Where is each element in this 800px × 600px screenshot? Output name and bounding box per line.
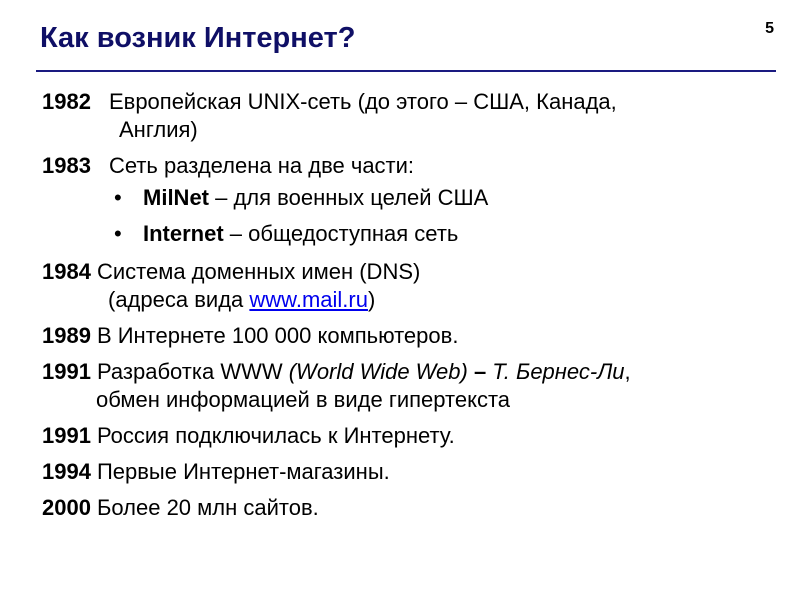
link-suffix-text: )	[367, 287, 376, 312]
bullet-marker: •	[114, 185, 122, 210]
list-item-internet	[114, 220, 782, 248]
timeline-entry-1982	[42, 88, 782, 144]
entry-text: Европейская UNIX-сеть (до этого – США, Канада,	[108, 89, 617, 114]
entry-year: 1994	[42, 459, 91, 484]
entry-year: 1983	[42, 153, 91, 178]
entry-text: Более 20 млн сайтов.	[96, 495, 319, 520]
entry-year: 1984	[42, 259, 91, 284]
entry-text: Первые Интернет-магазины.	[96, 459, 390, 484]
entry-year: 1989	[42, 323, 91, 348]
timeline-entry-1984	[42, 258, 782, 314]
timeline-entry-1991-russia	[42, 422, 782, 450]
mail-ru-link[interactable]: www.mail.ru	[249, 287, 368, 312]
entry-comma: ,	[624, 359, 631, 384]
entry-year: 2000	[42, 495, 91, 520]
entry-text-continuation	[42, 286, 782, 314]
timeline-entry-1991-www	[42, 358, 782, 414]
title-divider	[36, 70, 776, 72]
timeline-entry-2000	[42, 494, 782, 522]
timeline-entry-1983	[42, 152, 782, 180]
network-split-list	[42, 184, 782, 248]
timeline-list	[42, 88, 782, 530]
page-number: 5	[765, 20, 774, 37]
entry-year: 1991	[42, 423, 91, 448]
entry-text: В Интернете 100 000 компьютеров.	[96, 323, 459, 348]
author-name: Т. Бернес-Ли	[492, 359, 625, 384]
list-item-text: – для военных целей США	[209, 185, 489, 210]
list-item-term: MilNet	[143, 185, 209, 210]
list-item-term: Internet	[143, 221, 224, 246]
entry-text: Россия подключилась к Интернету.	[96, 423, 455, 448]
entry-text-continuation: Англия)	[119, 117, 198, 142]
timeline-entry-1989	[42, 322, 782, 350]
list-item-milnet	[114, 184, 782, 212]
entry-text: Разработка WWW	[96, 359, 289, 384]
entry-year: 1991	[42, 359, 91, 384]
timeline-entry-1994	[42, 458, 782, 486]
entry-text: Система доменных имен (DNS)	[96, 259, 421, 284]
entry-text: Сеть разделена на две части:	[108, 153, 415, 178]
slide-title: Как возник Интернет?	[40, 22, 356, 54]
list-item-text: – общедоступная сеть	[223, 221, 459, 246]
link-prefix-text: (адреса вида	[108, 287, 250, 312]
entry-dash: –	[467, 359, 493, 384]
bullet-marker: •	[114, 221, 122, 246]
entry-year: 1982	[42, 89, 91, 114]
www-expansion: (World Wide Web)	[288, 359, 468, 384]
entry-text-continuation: обмен информацией в виде гипертекста	[96, 387, 511, 412]
